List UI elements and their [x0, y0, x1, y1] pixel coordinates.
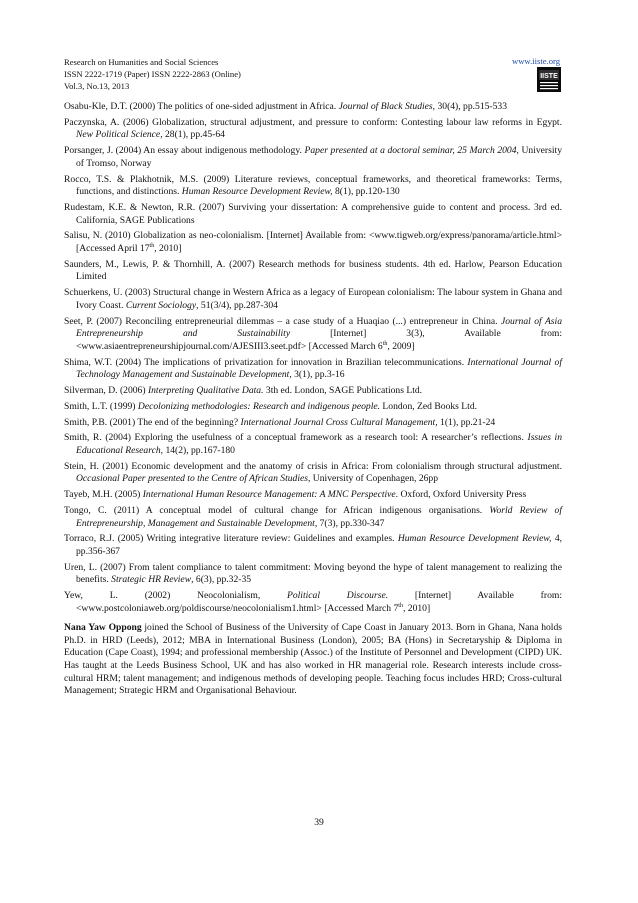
reference-text: Tayeb, M.H. (2005) — [64, 489, 143, 501]
reference-entry — [64, 489, 562, 502]
reference-source: Interpreting Qualitative Data. — [147, 384, 264, 396]
reference-source: Journal of Black Studies — [338, 101, 433, 112]
reference-details: 4, pp.356-367 — [76, 533, 563, 557]
reference-details: London, Zed Books Ltd. — [380, 400, 478, 412]
reference-entry — [64, 401, 562, 414]
reference-text: Yew, L. (2002) Neocolonialism, — [64, 590, 287, 602]
reference-details: [Internet] 3(3), Available from: <www.asiaentrepreneurshipjournal.com/AJESIII3.seet.pdf> [Accessed March 6 — [76, 328, 562, 352]
reference-text: Schuerkens, U. (2003) Structural change in Western Africa as a legacy of European colonialism: The labour system in Ghana and Ivory Coast. — [64, 287, 562, 311]
reference-source: World Review of Entrepreneurship, Management and Sustainable Development, — [76, 505, 562, 529]
reference-text: Torraco, R.J. (2005) Writing integrative literature review: Guidelines and examples. — [64, 533, 398, 545]
reference-source: Issues in Educational Research — [76, 432, 563, 456]
reference-entry — [64, 432, 562, 457]
reference-source: Journal of Asia Entrepreneurship and Sustainability — [76, 315, 562, 340]
reference-source: International Human Resource Management: A MNC Perspective — [142, 489, 396, 501]
reference-details: , 28(1), pp.45-64 — [160, 129, 225, 141]
reference-details: , University of Tromso, Norway — [76, 145, 562, 169]
reference-details: , 2010] — [402, 602, 431, 614]
iiste-logo — [537, 67, 561, 92]
reference-source: Current Sociology — [125, 299, 197, 311]
reference-text: Smith, P.B. (2001) The end of the beginning? — [64, 416, 241, 428]
reference-text: Paczynska, A. (2006) Globalization, structural adjustment, and pressure to conform: Contesting labour law reforms in Egypt. — [64, 116, 562, 128]
reference-entry — [64, 417, 562, 430]
journal-title: Research on Humanities and Social Sciences — [64, 57, 219, 67]
reference-entry — [64, 590, 562, 615]
reference-details: , 2010] — [154, 242, 182, 254]
author-bio-text: joined the School of Business of the University of Cape Coast in January 2013. Born in Ghana, Nana holds Ph.D. in HRD (Leeds), 2012; MBA in International Business (London), 2005; BA (Hons) in Secretaryship & Diploma in Education (Cape Coast), 1994; and professional membership (Assoc.) of the Institute of Personnel and Development (CIPD) UK. Has taught at the Leeds Business School, UK and has also worked in HR managerial role. Research interests include cross-cultural HRM; talent management; and indigenous methods of developing people. Teaching focus includes HRD; Cross-cultural Management; Strategic HRM and Organisational Behaviour. — [64, 622, 562, 697]
reference-entry — [64, 101, 562, 114]
reference-list — [64, 101, 562, 615]
reference-entry — [64, 259, 562, 284]
ordinal-suffix: th — [398, 602, 403, 609]
reference-details: . Oxford, Oxford University Press — [395, 489, 527, 501]
reference-details: , University of Copenhagen, 26pp — [308, 473, 439, 485]
reference-source: New Political Science — [76, 129, 161, 141]
reference-details: 8(1), pp.120-130 — [332, 186, 400, 198]
ordinal-suffix: th — [149, 242, 155, 249]
reference-entry — [64, 117, 562, 142]
reference-entry — [64, 230, 562, 255]
reference-details: 3(1), pp.3-16 — [291, 369, 345, 381]
page-number: 39 — [314, 817, 324, 828]
reference-text: Uren, L. (2007) From talent compliance to talent commitment: Moving beyond the hype of talent management to realizing the benefits. — [64, 561, 562, 586]
reference-text: Osabu-Kle, D.T. (2000) The politics of one-sided adjustment in Africa. — [64, 101, 339, 112]
reference-details: 3th ed. London, SAGE Publications Ltd. — [263, 384, 423, 396]
reference-text: Smith, L.T. (1999) — [64, 400, 138, 412]
logo-mark: IISTE — [540, 73, 558, 80]
reference-entry — [64, 505, 562, 530]
reference-text: Porsanger, J. (2004) An essay about indigenous methodology. — [64, 145, 305, 157]
reference-entry — [64, 202, 562, 227]
reference-source: Human Resource Development Review, — [181, 186, 333, 198]
reference-details: , 51(3/4), pp.287-304 — [196, 299, 278, 311]
issn-line: ISSN 2222-1719 (Paper) ISSN 2222-2863 (Online) — [64, 69, 241, 79]
reference-details: 1(1), pp.21-24 — [437, 416, 496, 428]
reference-text: Shima, W.T. (2004) The implications of privatization for innovation in Brazilian telecommunications. — [64, 356, 468, 368]
reference-text: Silverman, D. (2006) — [64, 384, 148, 396]
body-content — [64, 101, 562, 698]
author-bio — [64, 622, 562, 697]
reference-source: Decolonizing methodologies: Research and indigenous people. — [137, 400, 381, 412]
running-header — [64, 56, 241, 92]
reference-source: International Journal of Technology Management and Sustainable Development, — [76, 356, 562, 381]
reference-text: Tongo, C. (2011) A conceptual model of cultural change for African indigenous organisations. — [64, 505, 490, 517]
reference-entry — [64, 385, 562, 398]
reference-text: Salisu, N. (2010) Globalization as neo-colonialism. [Internet] Available from: <www.tigweb.org/express/panorama/article.html> [Accessed April 17 — [64, 230, 562, 254]
reference-entry — [64, 174, 562, 199]
reference-details: 7(3), pp.330-347 — [317, 517, 385, 529]
reference-details: , 14(2), pp.167-180 — [160, 444, 235, 456]
reference-text: Smith, R. (2004) Exploring the usefulness of a conceptual framework as a research tool: A researcher’s reflections. — [64, 432, 528, 444]
author-name: Nana Yaw Oppong — [64, 622, 142, 634]
reference-text: Seet, P. (2007) Reconciling entrepreneurial dilemmas – a case study of a Huaqiao (...) entrepreneur in China. — [64, 315, 501, 327]
reference-text: Rocco, T.S. & Plakhotnik, M.S. (2009) Literature reviews, conceptual frameworks, and theoretical frameworks: Terms, functions, and distinctions. — [64, 173, 562, 198]
reference-entry — [64, 562, 562, 587]
ordinal-suffix: th — [382, 340, 388, 347]
reference-text: Stein, H. (2001) Economic development and the anatomy of crisis in Africa: From colonialism through structural adjustment. — [64, 460, 562, 472]
reference-source: Paper presented at a doctoral seminar, 25 March 2004 — [304, 145, 517, 157]
reference-details: , 6(3), pp.32-35 — [191, 574, 252, 586]
reference-entry — [64, 287, 562, 312]
reference-source: Occasional Paper presented to the Centre of African Studies — [76, 473, 308, 485]
reference-source: Human Resource Development Review, — [397, 533, 552, 545]
reference-details: [Internet] Available from: <www.postcoloniaweb.org/poldiscourse/neocolonialism1.html> [Accessed March 7 — [76, 590, 562, 614]
reference-source: Strategic HR Review — [111, 574, 192, 586]
reference-text: Saunders, M., Lewis, P. & Thornhill, A. (2007) Research methods for business students. 4th ed. Harlow, Pearson Education Limited — [64, 258, 562, 283]
reference-source: International Journal Cross Cultural Management, — [240, 416, 438, 428]
volume-line: Vol.3, No.13, 2013 — [64, 81, 130, 91]
website-link[interactable]: www.iiste.org — [512, 56, 560, 66]
reference-entry — [64, 461, 562, 486]
reference-details: , 30(4), pp.515-533 — [432, 101, 508, 112]
reference-text: Rudestam, K.E. & Newton, R.R. (2007) Surviving your dissertation: A comprehensive guide to content and process. 3rd ed. California, SAGE Publications — [64, 202, 562, 226]
reference-entry — [64, 316, 562, 354]
reference-details: , 2009] — [387, 340, 415, 352]
reference-entry — [64, 533, 562, 558]
reference-entry — [64, 357, 562, 382]
reference-source: Political Discourse. — [286, 590, 389, 602]
reference-entry — [64, 145, 562, 170]
